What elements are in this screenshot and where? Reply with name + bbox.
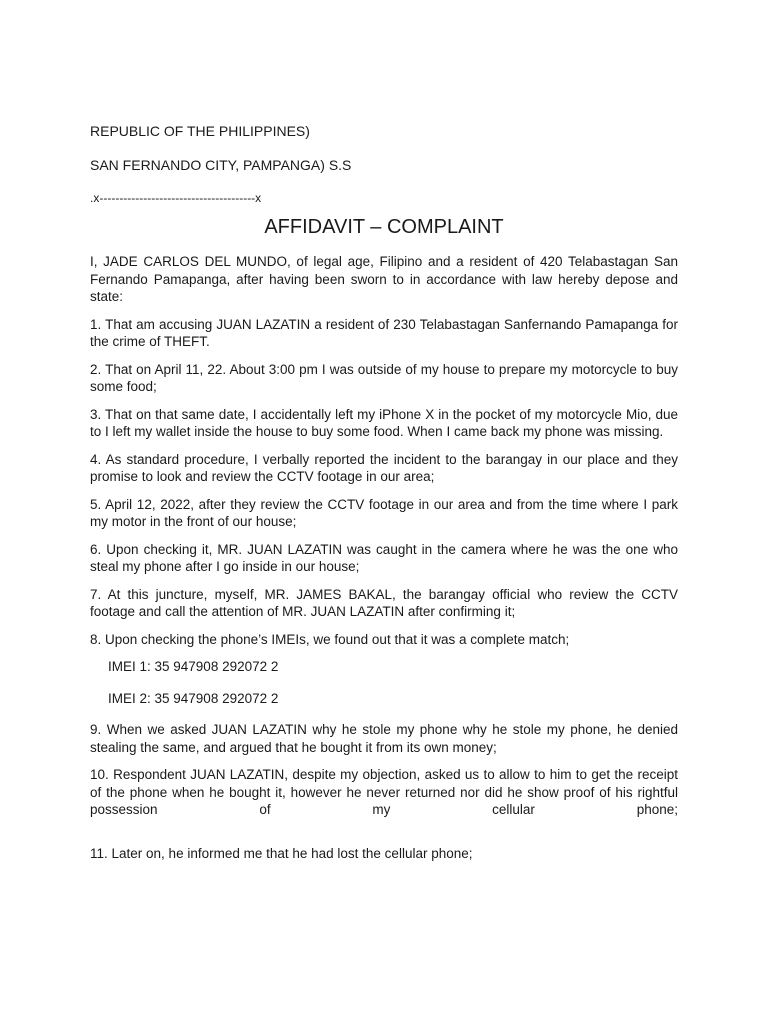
paragraph-3: 3. That on that same date, I accidentally left my iPhone X in the pocket of my motorcycle Mio, due to I left my wallet inside the house to buy some food. When I came back my phone was missing. bbox=[90, 406, 678, 439]
intro-paragraph: I, JADE CARLOS DEL MUNDO, of legal age, Filipino and a resident of 420 Telabastagan San Fernando Pamapanga, after having been sworn to in accordance with law hereby depose and state: bbox=[90, 254, 678, 304]
venue-republic: REPUBLIC OF THE PHILIPPINES) bbox=[90, 123, 310, 139]
affidavit-document bbox=[90, 123, 678, 872]
caption-separator: .x---------------------------------------x bbox=[90, 191, 262, 205]
imei-2: IMEI 2: 35 947908 292072 2 bbox=[108, 690, 279, 706]
imei-1: IMEI 1: 35 947908 292072 2 bbox=[108, 659, 279, 674]
paragraph-2: 2. That on April 11, 22. About 3:00 pm I was outside of my house to prepare my motorcycle to buy some food; bbox=[90, 361, 678, 394]
paragraph-9: 9. When we asked JUAN LAZATIN why he stole my phone why he stole my phone, he denied stealing the same, and argued that he bought it from its own money; bbox=[90, 722, 678, 755]
venue-city: SAN FERNANDO CITY, PAMPANGA) S.S bbox=[90, 157, 352, 173]
paragraph-5: 5. April 12, 2022, after they review the CCTV footage in our area and from the time where I park my motor in the front of our house; bbox=[90, 496, 678, 529]
paragraph-7: 7. At this juncture, myself, MR. JAMES BAKAL, the barangay official who review the CCTV footage and call the attention of MR. JUAN LAZATIN after confirming it; bbox=[90, 586, 678, 619]
paragraph-11: 11. Later on, he informed me that he had lost the cellular phone; bbox=[90, 845, 473, 861]
paragraph-10: 10. Respondent JUAN LAZATIN, despite my objection, asked us to allow to him to get the receipt of the phone when he bought it, however he never returned nor did he show proof of his rightful possession of my cellular phone; bbox=[90, 767, 678, 817]
paragraph-6: 6. Upon checking it, MR. JUAN LAZATIN was caught in the camera where he was the one who steal my phone after I go inside in our house; bbox=[90, 541, 678, 574]
paragraph-8: 8. Upon checking the phone’s IMEIs, we found out that it was a complete match; bbox=[90, 631, 570, 647]
document-title: AFFIDAVIT – COMPLAINT bbox=[264, 216, 504, 238]
paragraph-4: 4. As standard procedure, I verbally reported the incident to the barangay in our place and they promise to look and review the CCTV footage in our area; bbox=[90, 451, 678, 484]
paragraph-1: 1. That am accusing JUAN LAZATIN a resident of 230 Telabastagan Sanfernando Pamapanga for the crime of THEFT. bbox=[90, 316, 678, 349]
